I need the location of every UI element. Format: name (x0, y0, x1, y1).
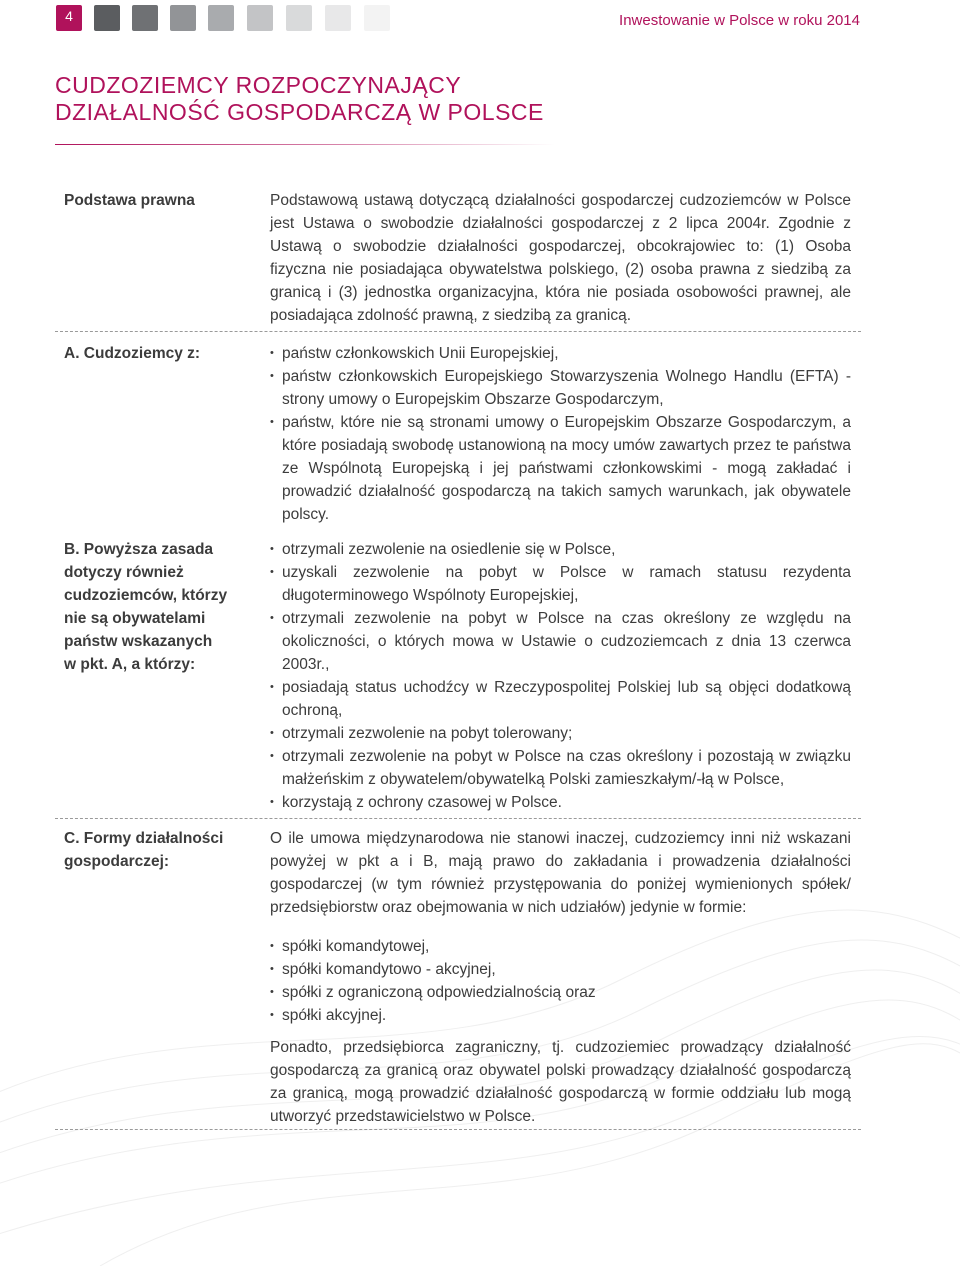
section-b-label-line: B. Powyższa zasada (64, 541, 214, 558)
section-a-label: A. Cudzoziemcy z: (64, 345, 201, 362)
list-item: • otrzymali zezwolenie na pobyt w Polsce na czas określony i pozostają w związku małżeńskim z obywatelem/obywatelką Polski zamieszkałym/-łą w Polsce, (270, 745, 851, 791)
list-item: • korzystają z ochrony czasowej w Polsce. (270, 791, 851, 814)
section-a-list (270, 342, 851, 526)
list-item: • otrzymali zezwolenie na osiedlenie się w Polsce, (270, 538, 851, 561)
legal-basis-text: Podstawową ustawą dotyczącą działalności gospodarczej cudzoziemców w Polsce jest Ustawa o swobodzie działalności gospodarczej z 2 lipca 2004r. Zgodnie z Ustawą o swobodzie działalności gospodarczej, obcokrajowiec to: (1) Osoba fizyczna nie posiadająca obywatelstwa polskiego, (2) osoba prawna z siedzibą za granicą i (3) jednostka organizacyjna, która nie posiada osobowości prawnej, ale posiadająca zdolność prawną, z siedzibą za granicą. (270, 192, 851, 324)
dashed-separator (55, 818, 861, 819)
dashed-separator (55, 331, 861, 332)
list-item: • otrzymali zezwolenie na pobyt tolerowany; (270, 722, 851, 745)
section-c-list (270, 935, 851, 1027)
section-b-label-line: państw wskazanych (64, 633, 213, 650)
page-number: 4 (56, 5, 82, 31)
section-b-label (64, 538, 227, 676)
list-item: • państw członkowskich Europejskiego Stowarzyszenia Wolnego Handlu (EFTA) - strony umowy o Europejskim Obszarze Gospodarczym, (270, 365, 851, 411)
section-c-outro: Ponadto, przedsiębiorca zagraniczny, tj. cudzoziemiec prowadzący działalność gospodarczą za granicą oraz obywatel polski prowadzący działalność gospodarczą za granicą, mogą prowadzić działalność gospodarczą w formie oddziału lub mogą utworzyć przedstawicielstwo w Polsce. (270, 1039, 851, 1125)
section-c-label (64, 827, 223, 873)
list-item: • spółki komandytowej, (270, 935, 851, 958)
list-item: • spółki komandytowo - akcyjnej, (270, 958, 851, 981)
section-c-label-line: C. Formy działalności (64, 830, 224, 847)
list-item: • uzyskali zezwolenie na pobyt w Polsce w ramach statusu rezydenta długoterminowego Wspólnoty Europejskiej, (270, 561, 851, 607)
section-title-line-1: CUDZOZIEMCY ROZPOCZYNAJĄCY (55, 72, 462, 98)
list-item: • państw, które nie są stronami umowy o Europejskim Obszarze Gospodarczym, a które posiadają swobodę ustanowioną na mocy umów zawartych przez te państwa ze Wspólnotą Europejską i jej państwami członkowskimi - mogą zakładać i prowadzić działalność gospodarczą na takich samych warunkach, jak obywatele polscy. (270, 411, 851, 526)
header-square-8 (364, 5, 390, 31)
title-underline (55, 144, 555, 145)
header-square-7 (325, 5, 351, 31)
section-c-block (270, 827, 851, 1128)
section-b-label-line: nie są obywatelami (64, 610, 206, 627)
header-square-6 (286, 5, 312, 31)
document-title: Inwestowanie w Polsce w roku 2014 (619, 12, 860, 29)
section-c-label-line: gospodarczej: (64, 853, 170, 870)
list-item: • spółki akcyjnej. (270, 1004, 851, 1027)
page-header (0, 0, 960, 40)
header-square-1 (94, 5, 120, 31)
list-item: • spółki z ograniczoną odpowiedzialnością oraz (270, 981, 851, 1004)
header-square-3 (170, 5, 196, 31)
section-b-list (270, 538, 851, 814)
legal-basis-label: Podstawa prawna (64, 192, 195, 209)
header-square-4 (208, 5, 234, 31)
section-c-intro: O ile umowa międzynarodowa nie stanowi inaczej, cudzoziemcy inni niż wskazani powyżej w pkt a i B, mają prawo do zakładania i prowadzenia działalności gospodarczej (w tym również przystępowania do poniżej wymienionych spółek/ przedsiębiorstw oraz obejmowania w nich udziałów) jedynie w formie: (270, 830, 851, 916)
legal-basis-block (270, 189, 851, 327)
dashed-separator (55, 1129, 861, 1130)
section-title-line-2: DZIAŁALNOŚĆ GOSPODARCZĄ W POLSCE (55, 99, 544, 125)
header-square-5 (247, 5, 273, 31)
list-item: • posiadają status uchodźcy w Rzeczypospolitej Polskiej lub są objęci dodatkową ochroną, (270, 676, 851, 722)
section-b-list-block (270, 538, 851, 814)
list-item: • państw członkowskich Unii Europejskiej, (270, 342, 851, 365)
section-b-label-line: cudzoziemców, którzy (64, 587, 228, 604)
section-b-label-line: dotyczy również (64, 564, 184, 581)
header-square-2 (132, 5, 158, 31)
section-b-label-line: w pkt. A, a którzy: (64, 656, 196, 673)
section-title (55, 72, 544, 126)
list-item: • otrzymali zezwolenie na pobyt w Polsce na czas określony ze względu na okoliczności, o których mowa w Ustawie o cudzoziemcach z dnia 13 czerwca 2003r., (270, 607, 851, 676)
section-a-list-block (270, 342, 851, 526)
